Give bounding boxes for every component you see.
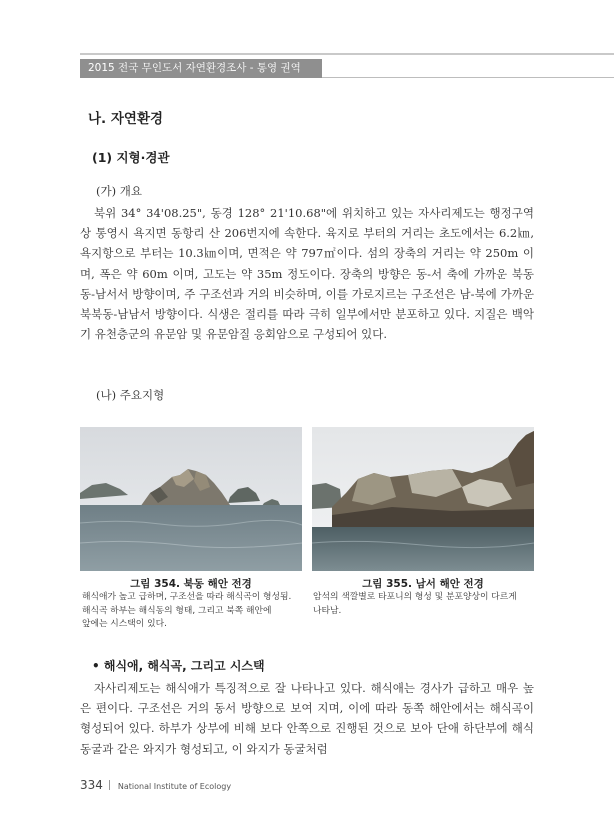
page-footer — [80, 778, 231, 792]
description-line: 나타남. — [313, 605, 342, 616]
paragraph-line: 자사리제도는 해식애가 특징적으로 잘 나타나고 있다. 해식애는 경사가 급하고 — [94, 681, 492, 695]
overview-line: 가까운 북동동-남서서 방향이며, 주 구조선과 거의 비슷하며, 이를 가로지르는 — [80, 266, 535, 301]
figure-354-description — [82, 591, 307, 632]
overview-line: 북위 34° 34'08.25", 동경 128° 21'10.68"에 위치하고 있는 자사리제도는 행정구역 — [94, 206, 534, 220]
top-rule — [80, 53, 614, 55]
paragraph-line: 매우 높은 편이다. 구조선은 거의 동서 방향으로 보여 지며, 이에 따라 동쪽 — [80, 681, 535, 716]
photo-northeast-coast — [80, 427, 302, 571]
running-header: 2015 전국 무인도서 자연환경조사 - 통영 권역 — [80, 59, 322, 78]
figure-354-caption: 그림 354. 북동 해안 전경 — [130, 578, 252, 590]
overview-paragraph — [80, 203, 534, 344]
overview-line: 구성되어 있다. — [313, 327, 387, 342]
landforms-label: (나) 주요지형 — [96, 388, 165, 402]
landforms-paragraph — [80, 678, 534, 759]
description-line: 앞에는 시스택이 있다. — [82, 619, 167, 629]
subsection-title: (1) 지형·경관 — [92, 150, 170, 165]
overview-line: 250m 이며, 폭은 약 60m 이며, 고도는 약 35m 정도이다. 장축의 방향은 동-서 축에 — [80, 246, 534, 281]
section-title: 나. 자연환경 — [88, 111, 164, 127]
page-number: 334 — [80, 778, 103, 792]
photo-southwest-coast — [312, 427, 534, 571]
description-line: 암석의 색깔별로 타포니의 형성 및 분포양상이 다르게 — [313, 592, 517, 602]
overview-line: 일부에서만 분포하고 있다. 지질은 백악기 유천층군의 유문암 및 유문암질 응회암으로 — [80, 307, 534, 342]
bullet-heading: • 해식애, 해식곡, 그리고 시스택 — [92, 659, 265, 673]
overview-line: 상 통영시 욕지면 동항리 산 206번지에 속한다. 육지로 부터의 거리는 초도에서는 — [80, 226, 495, 241]
header-rule — [322, 77, 614, 78]
figure-355-caption: 그림 355. 남서 해안 전경 — [362, 578, 484, 590]
description-line: 해식애가 높고 급하며, 구조선을 따라 해식곡이 형성됨. — [82, 592, 292, 602]
paragraph-line: 것으로 보아 단애 하단부에 해식동굴과 같은 와지가 형성되고, 이 와지가 동굴처럼 — [80, 721, 535, 756]
paragraph-line: 해안에서는 해식곡이 형성되어 있다. 하부가 상부에 비해 보다 안쪽으로 진행된 — [80, 701, 535, 736]
overview-line: 6.2㎞, 욕지항으로 부터는 10.3㎞이며, 면적은 약 797㎡이다. 섬의 장축의 거리는 약 — [80, 226, 534, 261]
description-line: 해식곡 하부는 해식동의 형태, 그리고 북쪽 해안에 — [82, 605, 272, 616]
footer-divider — [109, 780, 110, 790]
figure-355-description — [313, 591, 538, 618]
footer-institute: National Institute of Ecology — [117, 782, 232, 791]
overview-line: 구조선은 남-북에 가까운 북북동-남남서 방향이다. 식생은 절리를 따라 극히 — [80, 286, 534, 322]
overview-label: (가) 개요 — [96, 184, 142, 198]
